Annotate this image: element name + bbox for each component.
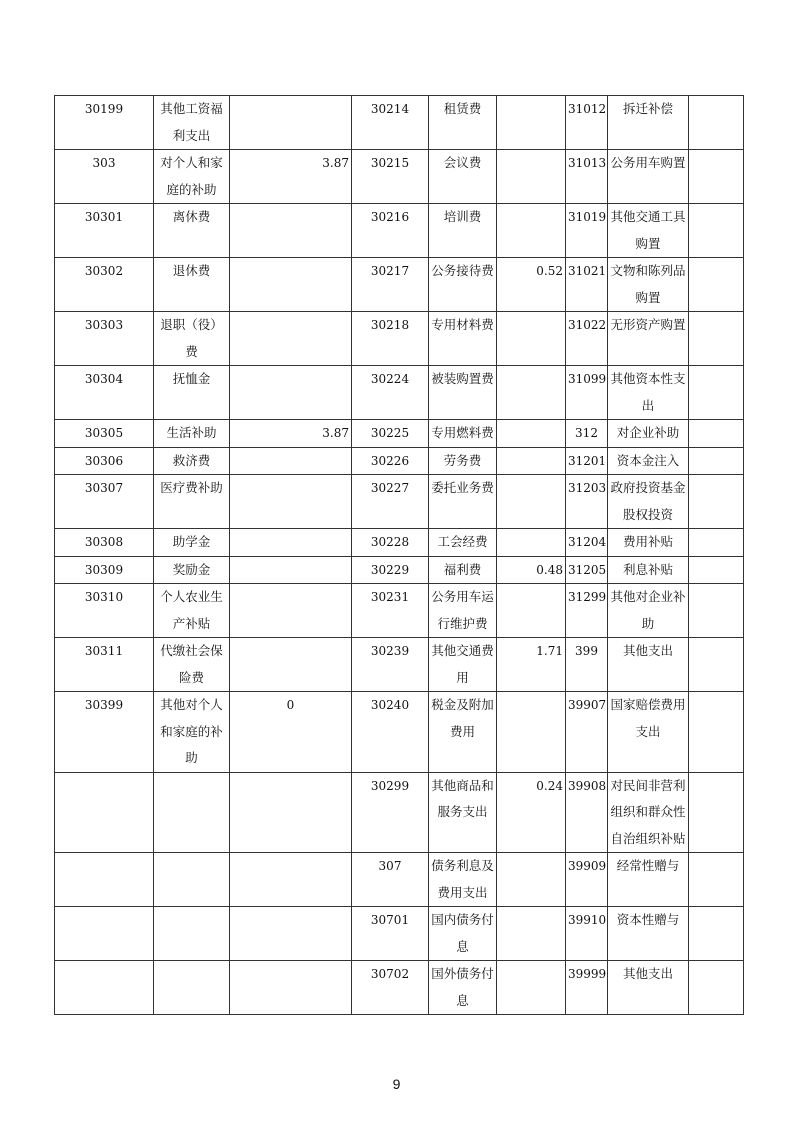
table-row <box>55 258 744 312</box>
name-cell-1 <box>154 961 230 1015</box>
amount-cell-1 <box>230 556 352 584</box>
amount-cell-2 <box>497 475 566 529</box>
table-row <box>55 692 744 773</box>
code-cell-1: 30304 <box>55 366 154 420</box>
amount-cell-1 <box>230 853 352 907</box>
code-cell-3: 39909 <box>566 853 608 907</box>
code-cell-3: 31022 <box>566 312 608 366</box>
name-cell-3: 经常性赠与 <box>608 853 689 907</box>
code-cell-1 <box>55 853 154 907</box>
amount-cell-3 <box>689 366 744 420</box>
name-cell-1: 个人农业生产补贴 <box>154 584 230 638</box>
code-cell-1: 30199 <box>55 96 154 150</box>
amount-cell-3 <box>689 258 744 312</box>
table-row <box>55 961 744 1015</box>
amount-cell-2: 0.24 <box>497 772 566 853</box>
code-cell-3: 39907 <box>566 692 608 773</box>
code-cell-1: 303 <box>55 150 154 204</box>
name-cell-3: 其他交通工具购置 <box>608 204 689 258</box>
amount-cell-1 <box>230 584 352 638</box>
code-cell-1: 30309 <box>55 556 154 584</box>
code-cell-3: 31299 <box>566 584 608 638</box>
code-cell-2: 30215 <box>352 150 429 204</box>
name-cell-1: 救济费 <box>154 447 230 475</box>
amount-cell-2 <box>497 312 566 366</box>
code-cell-2: 30216 <box>352 204 429 258</box>
code-cell-2: 30701 <box>352 907 429 961</box>
name-cell-1: 代缴社会保险费 <box>154 638 230 692</box>
name-cell-3: 政府投资基金股权投资 <box>608 475 689 529</box>
name-cell-2: 专用燃料费 <box>429 420 497 448</box>
amount-cell-1 <box>230 96 352 150</box>
name-cell-1: 其他对个人和家庭的补助 <box>154 692 230 773</box>
amount-cell-1 <box>230 772 352 853</box>
code-cell-1: 30301 <box>55 204 154 258</box>
code-cell-2: 30239 <box>352 638 429 692</box>
amount-cell-3 <box>689 475 744 529</box>
amount-cell-3 <box>689 312 744 366</box>
code-cell-2: 30226 <box>352 447 429 475</box>
amount-cell-1 <box>230 529 352 557</box>
code-cell-1: 30303 <box>55 312 154 366</box>
amount-cell-3 <box>689 853 744 907</box>
amount-cell-3 <box>689 772 744 853</box>
amount-cell-1 <box>230 475 352 529</box>
amount-cell-2: 1.71 <box>497 638 566 692</box>
name-cell-2: 税金及附加费用 <box>429 692 497 773</box>
amount-cell-1 <box>230 312 352 366</box>
name-cell-2: 公务接待费 <box>429 258 497 312</box>
name-cell-3: 其他支出 <box>608 638 689 692</box>
code-cell-2: 30299 <box>352 772 429 853</box>
amount-cell-2: 0.48 <box>497 556 566 584</box>
name-cell-1: 抚恤金 <box>154 366 230 420</box>
name-cell-3: 文物和陈列品购置 <box>608 258 689 312</box>
amount-cell-3 <box>689 96 744 150</box>
name-cell-2: 国外债务付息 <box>429 961 497 1015</box>
code-cell-3: 39999 <box>566 961 608 1015</box>
name-cell-1: 助学金 <box>154 529 230 557</box>
code-cell-1: 30302 <box>55 258 154 312</box>
code-cell-2: 30240 <box>352 692 429 773</box>
name-cell-3: 资本金注入 <box>608 447 689 475</box>
amount-cell-2: 0.52 <box>497 258 566 312</box>
expenditure-table <box>54 95 744 1015</box>
code-cell-2: 30227 <box>352 475 429 529</box>
table-row <box>55 447 744 475</box>
name-cell-1 <box>154 907 230 961</box>
table-row <box>55 204 744 258</box>
amount-cell-1: 0 <box>230 692 352 773</box>
name-cell-2: 债务利息及费用支出 <box>429 853 497 907</box>
code-cell-1 <box>55 772 154 853</box>
table-row <box>55 907 744 961</box>
code-cell-1 <box>55 907 154 961</box>
amount-cell-1 <box>230 366 352 420</box>
name-cell-3: 费用补贴 <box>608 529 689 557</box>
name-cell-1 <box>154 772 230 853</box>
code-cell-3: 39910 <box>566 907 608 961</box>
name-cell-2: 会议费 <box>429 150 497 204</box>
code-cell-3: 31204 <box>566 529 608 557</box>
code-cell-2: 30702 <box>352 961 429 1015</box>
amount-cell-1 <box>230 204 352 258</box>
code-cell-2: 30224 <box>352 366 429 420</box>
table-row <box>55 96 744 150</box>
name-cell-3: 对企业补助 <box>608 420 689 448</box>
code-cell-2: 30229 <box>352 556 429 584</box>
table-row <box>55 150 744 204</box>
table-row <box>55 584 744 638</box>
name-cell-3: 公务用车购置 <box>608 150 689 204</box>
name-cell-1: 生活补助 <box>154 420 230 448</box>
code-cell-3: 31203 <box>566 475 608 529</box>
name-cell-2: 福利费 <box>429 556 497 584</box>
name-cell-1 <box>154 853 230 907</box>
name-cell-3: 利息补贴 <box>608 556 689 584</box>
name-cell-1: 对个人和家庭的补助 <box>154 150 230 204</box>
amount-cell-2 <box>497 961 566 1015</box>
amount-cell-2 <box>497 204 566 258</box>
table-row <box>55 638 744 692</box>
code-cell-1: 30305 <box>55 420 154 448</box>
amount-cell-2 <box>497 447 566 475</box>
amount-cell-2 <box>497 692 566 773</box>
code-cell-2: 30231 <box>352 584 429 638</box>
name-cell-1: 其他工资福利支出 <box>154 96 230 150</box>
page-number: 9 <box>392 1076 401 1092</box>
name-cell-1: 退休费 <box>154 258 230 312</box>
code-cell-3: 399 <box>566 638 608 692</box>
table-row <box>55 475 744 529</box>
name-cell-2: 国内债务付息 <box>429 907 497 961</box>
name-cell-2: 工会经费 <box>429 529 497 557</box>
name-cell-2: 其他商品和服务支出 <box>429 772 497 853</box>
name-cell-2: 委托业务费 <box>429 475 497 529</box>
name-cell-3: 其他资本性支出 <box>608 366 689 420</box>
table-row <box>55 366 744 420</box>
amount-cell-3 <box>689 961 744 1015</box>
code-cell-3: 31012 <box>566 96 608 150</box>
name-cell-3: 对民间非营利组织和群众性自治组织补贴 <box>608 772 689 853</box>
amount-cell-2 <box>497 584 566 638</box>
name-cell-1: 医疗费补助 <box>154 475 230 529</box>
amount-cell-1: 3.87 <box>230 420 352 448</box>
code-cell-2: 30217 <box>352 258 429 312</box>
name-cell-3: 资本性赠与 <box>608 907 689 961</box>
amount-cell-2 <box>497 529 566 557</box>
amount-cell-2 <box>497 420 566 448</box>
amount-cell-2 <box>497 853 566 907</box>
name-cell-3: 拆迁补偿 <box>608 96 689 150</box>
amount-cell-1 <box>230 258 352 312</box>
table-row <box>55 556 744 584</box>
code-cell-2: 30228 <box>352 529 429 557</box>
code-cell-3: 31205 <box>566 556 608 584</box>
code-cell-1: 30308 <box>55 529 154 557</box>
code-cell-1: 30306 <box>55 447 154 475</box>
name-cell-1: 离休费 <box>154 204 230 258</box>
name-cell-3: 无形资产购置 <box>608 312 689 366</box>
code-cell-1: 30311 <box>55 638 154 692</box>
amount-cell-3 <box>689 447 744 475</box>
amount-cell-3 <box>689 529 744 557</box>
amount-cell-3 <box>689 556 744 584</box>
name-cell-2: 被装购置费 <box>429 366 497 420</box>
amount-cell-2 <box>497 150 566 204</box>
amount-cell-3 <box>689 692 744 773</box>
code-cell-3: 31019 <box>566 204 608 258</box>
table-row <box>55 312 744 366</box>
code-cell-1 <box>55 961 154 1015</box>
table-row <box>55 420 744 448</box>
table-row <box>55 529 744 557</box>
code-cell-1: 30399 <box>55 692 154 773</box>
name-cell-2: 租赁费 <box>429 96 497 150</box>
amount-cell-3 <box>689 150 744 204</box>
name-cell-3: 国家赔偿费用支出 <box>608 692 689 773</box>
amount-cell-3 <box>689 638 744 692</box>
code-cell-3: 312 <box>566 420 608 448</box>
code-cell-2: 30214 <box>352 96 429 150</box>
code-cell-1: 30307 <box>55 475 154 529</box>
code-cell-2: 30218 <box>352 312 429 366</box>
name-cell-1: 奖励金 <box>154 556 230 584</box>
amount-cell-1: 3.87 <box>230 150 352 204</box>
name-cell-3: 其他支出 <box>608 961 689 1015</box>
amount-cell-2 <box>497 96 566 150</box>
name-cell-2: 其他交通费用 <box>429 638 497 692</box>
code-cell-3: 31021 <box>566 258 608 312</box>
amount-cell-1 <box>230 961 352 1015</box>
amount-cell-3 <box>689 204 744 258</box>
code-cell-3: 31099 <box>566 366 608 420</box>
table-body <box>55 96 744 1015</box>
name-cell-2: 专用材料费 <box>429 312 497 366</box>
table-row <box>55 853 744 907</box>
amount-cell-3 <box>689 420 744 448</box>
code-cell-3: 39908 <box>566 772 608 853</box>
amount-cell-1 <box>230 638 352 692</box>
name-cell-2: 公务用车运行维护费 <box>429 584 497 638</box>
name-cell-2: 劳务费 <box>429 447 497 475</box>
name-cell-2: 培训费 <box>429 204 497 258</box>
amount-cell-2 <box>497 366 566 420</box>
amount-cell-2 <box>497 907 566 961</box>
amount-cell-3 <box>689 907 744 961</box>
amount-cell-1 <box>230 447 352 475</box>
code-cell-3: 31013 <box>566 150 608 204</box>
code-cell-1: 30310 <box>55 584 154 638</box>
amount-cell-3 <box>689 584 744 638</box>
table-row <box>55 772 744 853</box>
name-cell-3: 其他对企业补助 <box>608 584 689 638</box>
name-cell-1: 退职（役）费 <box>154 312 230 366</box>
code-cell-3: 31201 <box>566 447 608 475</box>
code-cell-2: 307 <box>352 853 429 907</box>
code-cell-2: 30225 <box>352 420 429 448</box>
amount-cell-1 <box>230 907 352 961</box>
